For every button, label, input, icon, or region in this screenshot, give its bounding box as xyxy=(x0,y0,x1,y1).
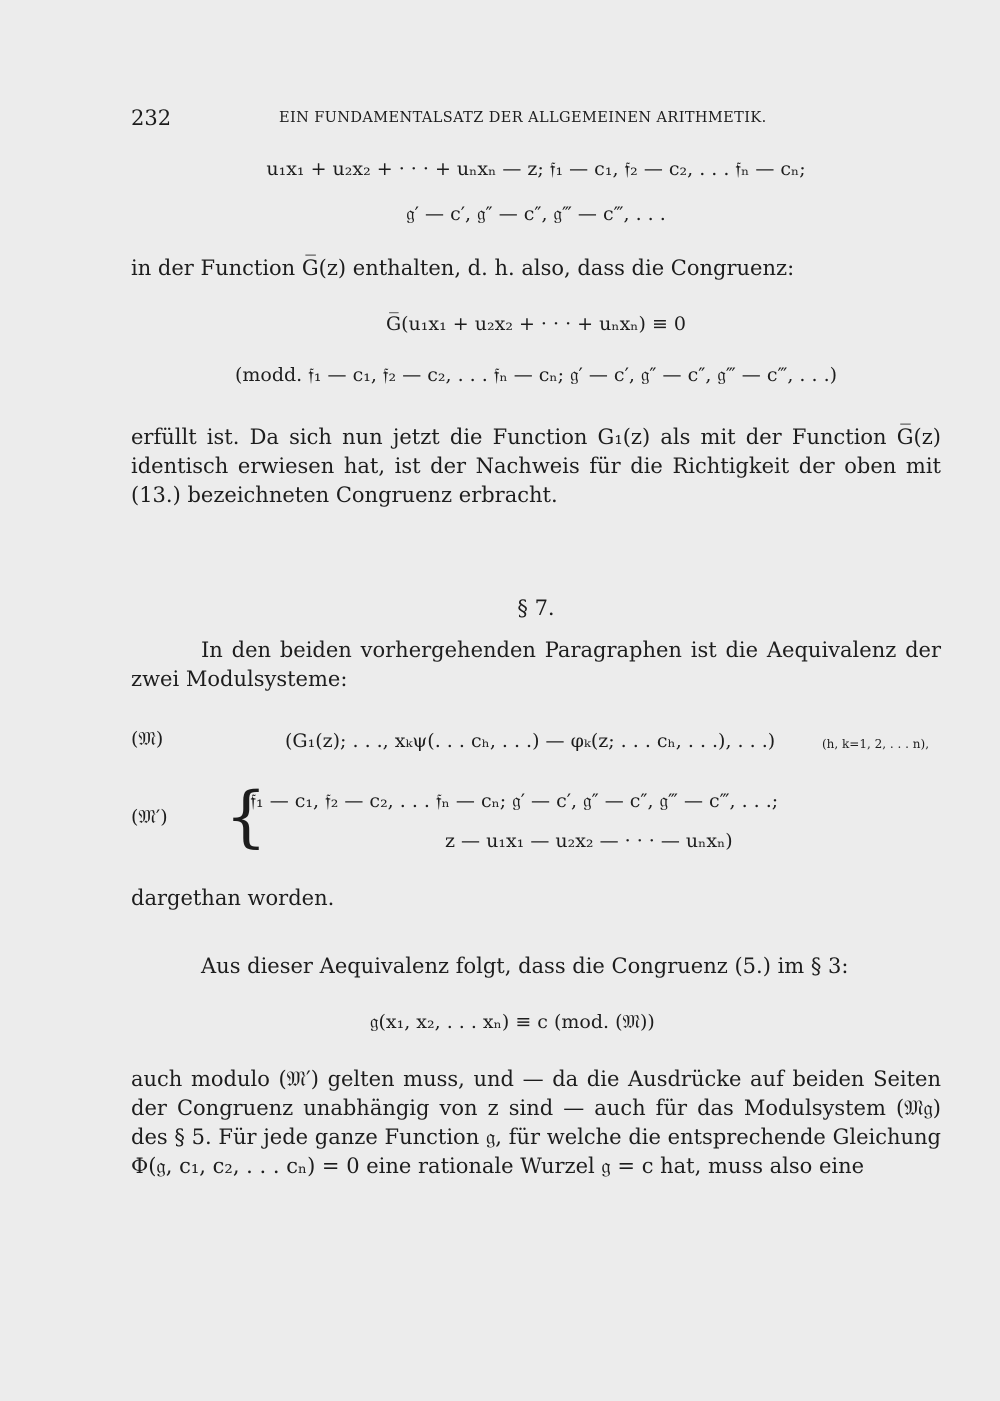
paragraph-function-g: in der Function G̅(z) enthalten, d. h. also, dass die Congruenz: xyxy=(131,256,795,280)
paragraph-erfuellt: erfüllt ist. Da sich nun jetzt die Function G₁(z) als mit der Function G̅(z) identisch erwiesen hat, ist der Nachweis für die Richtigkeit der oben mit (13.) bezeichneten Congruenz erbracht. xyxy=(131,425,941,507)
label-system-m-prime: (𝔐′) xyxy=(131,806,168,828)
system-m-range: (h, k=1, 2, . . . n), xyxy=(822,737,930,751)
running-title: EIN FUNDAMENTALSATZ DER ALLGEMEINEN ARITHMETIK. xyxy=(279,110,767,126)
congruence-g: 𝔤(x₁, x₂, . . . xₙ) ≡ c (mod. (𝔐)) xyxy=(370,1011,655,1033)
paragraph-aus-dieser: Aus dieser Aequivalenz folgt, dass die Congruenz (5.) im § 3: xyxy=(201,954,849,978)
system-m-formula: (G₁(z); . . ., xₖψ(. . . cₕ, . . .) — φₖ(z; . . . cₕ, . . .), . . .) xyxy=(285,730,776,752)
congruence-equation: G̅(u₁x₁ + u₂x₂ + · · · + uₙxₙ) ≡ 0 xyxy=(385,313,687,335)
system-m-prime-line1: (𝔣₁ — c₁, 𝔣₂ — c₂, . . . 𝔣ₙ — cₙ; 𝔤′ — c′, 𝔤″ — c″, 𝔤‴ — c‴, . . .; xyxy=(243,790,779,812)
section-heading: § 7. xyxy=(517,596,555,620)
system-m-prime-line2: z — u₁x₁ — u₂x₂ — · · · — uₙxₙ) xyxy=(445,830,733,852)
congruence-moduli: (modd. 𝔣₁ — c₁, 𝔣₂ — c₂, . . . 𝔣ₙ — cₙ; 𝔤′ — c′, 𝔤″ — c″, 𝔤‴ — c‴, . . .) xyxy=(234,364,838,386)
equation-top-line1: u₁x₁ + u₂x₂ + · · · + uₙxₙ — z; 𝔣₁ — c₁, 𝔣₂ — c₂, . . . 𝔣ₙ — cₙ; xyxy=(266,158,806,180)
label-system-m: (𝔐) xyxy=(131,728,164,750)
paragraph-modulo: auch modulo (𝔐′) gelten muss, und — da die Ausdrücke auf beiden Seiten der Congruenz unabhängig von z sind — auch für das Modulsystem (𝔐𝔤) des § 5. Für jede ganze Function 𝔤, für welche die entsprechende Gleichung Φ(𝔤, c₁, c₂, . . . cₙ) = 0 eine rationale Wurzel 𝔤 = c hat, muss also eine xyxy=(131,1067,941,1178)
paragraph-aequivalenz: In den beiden vorhergehenden Paragraphen ist die Aequivalenz der zwei Modulsysteme: xyxy=(131,638,941,691)
running-header xyxy=(131,106,941,136)
page-number: 232 xyxy=(131,106,172,130)
equation-top-line2: 𝔤′ — c′, 𝔤″ — c″, 𝔤‴ — c‴, . . . xyxy=(406,203,666,225)
curly-brace-icon: { xyxy=(225,778,267,855)
paragraph-dargethan: dargethan worden. xyxy=(131,886,335,910)
